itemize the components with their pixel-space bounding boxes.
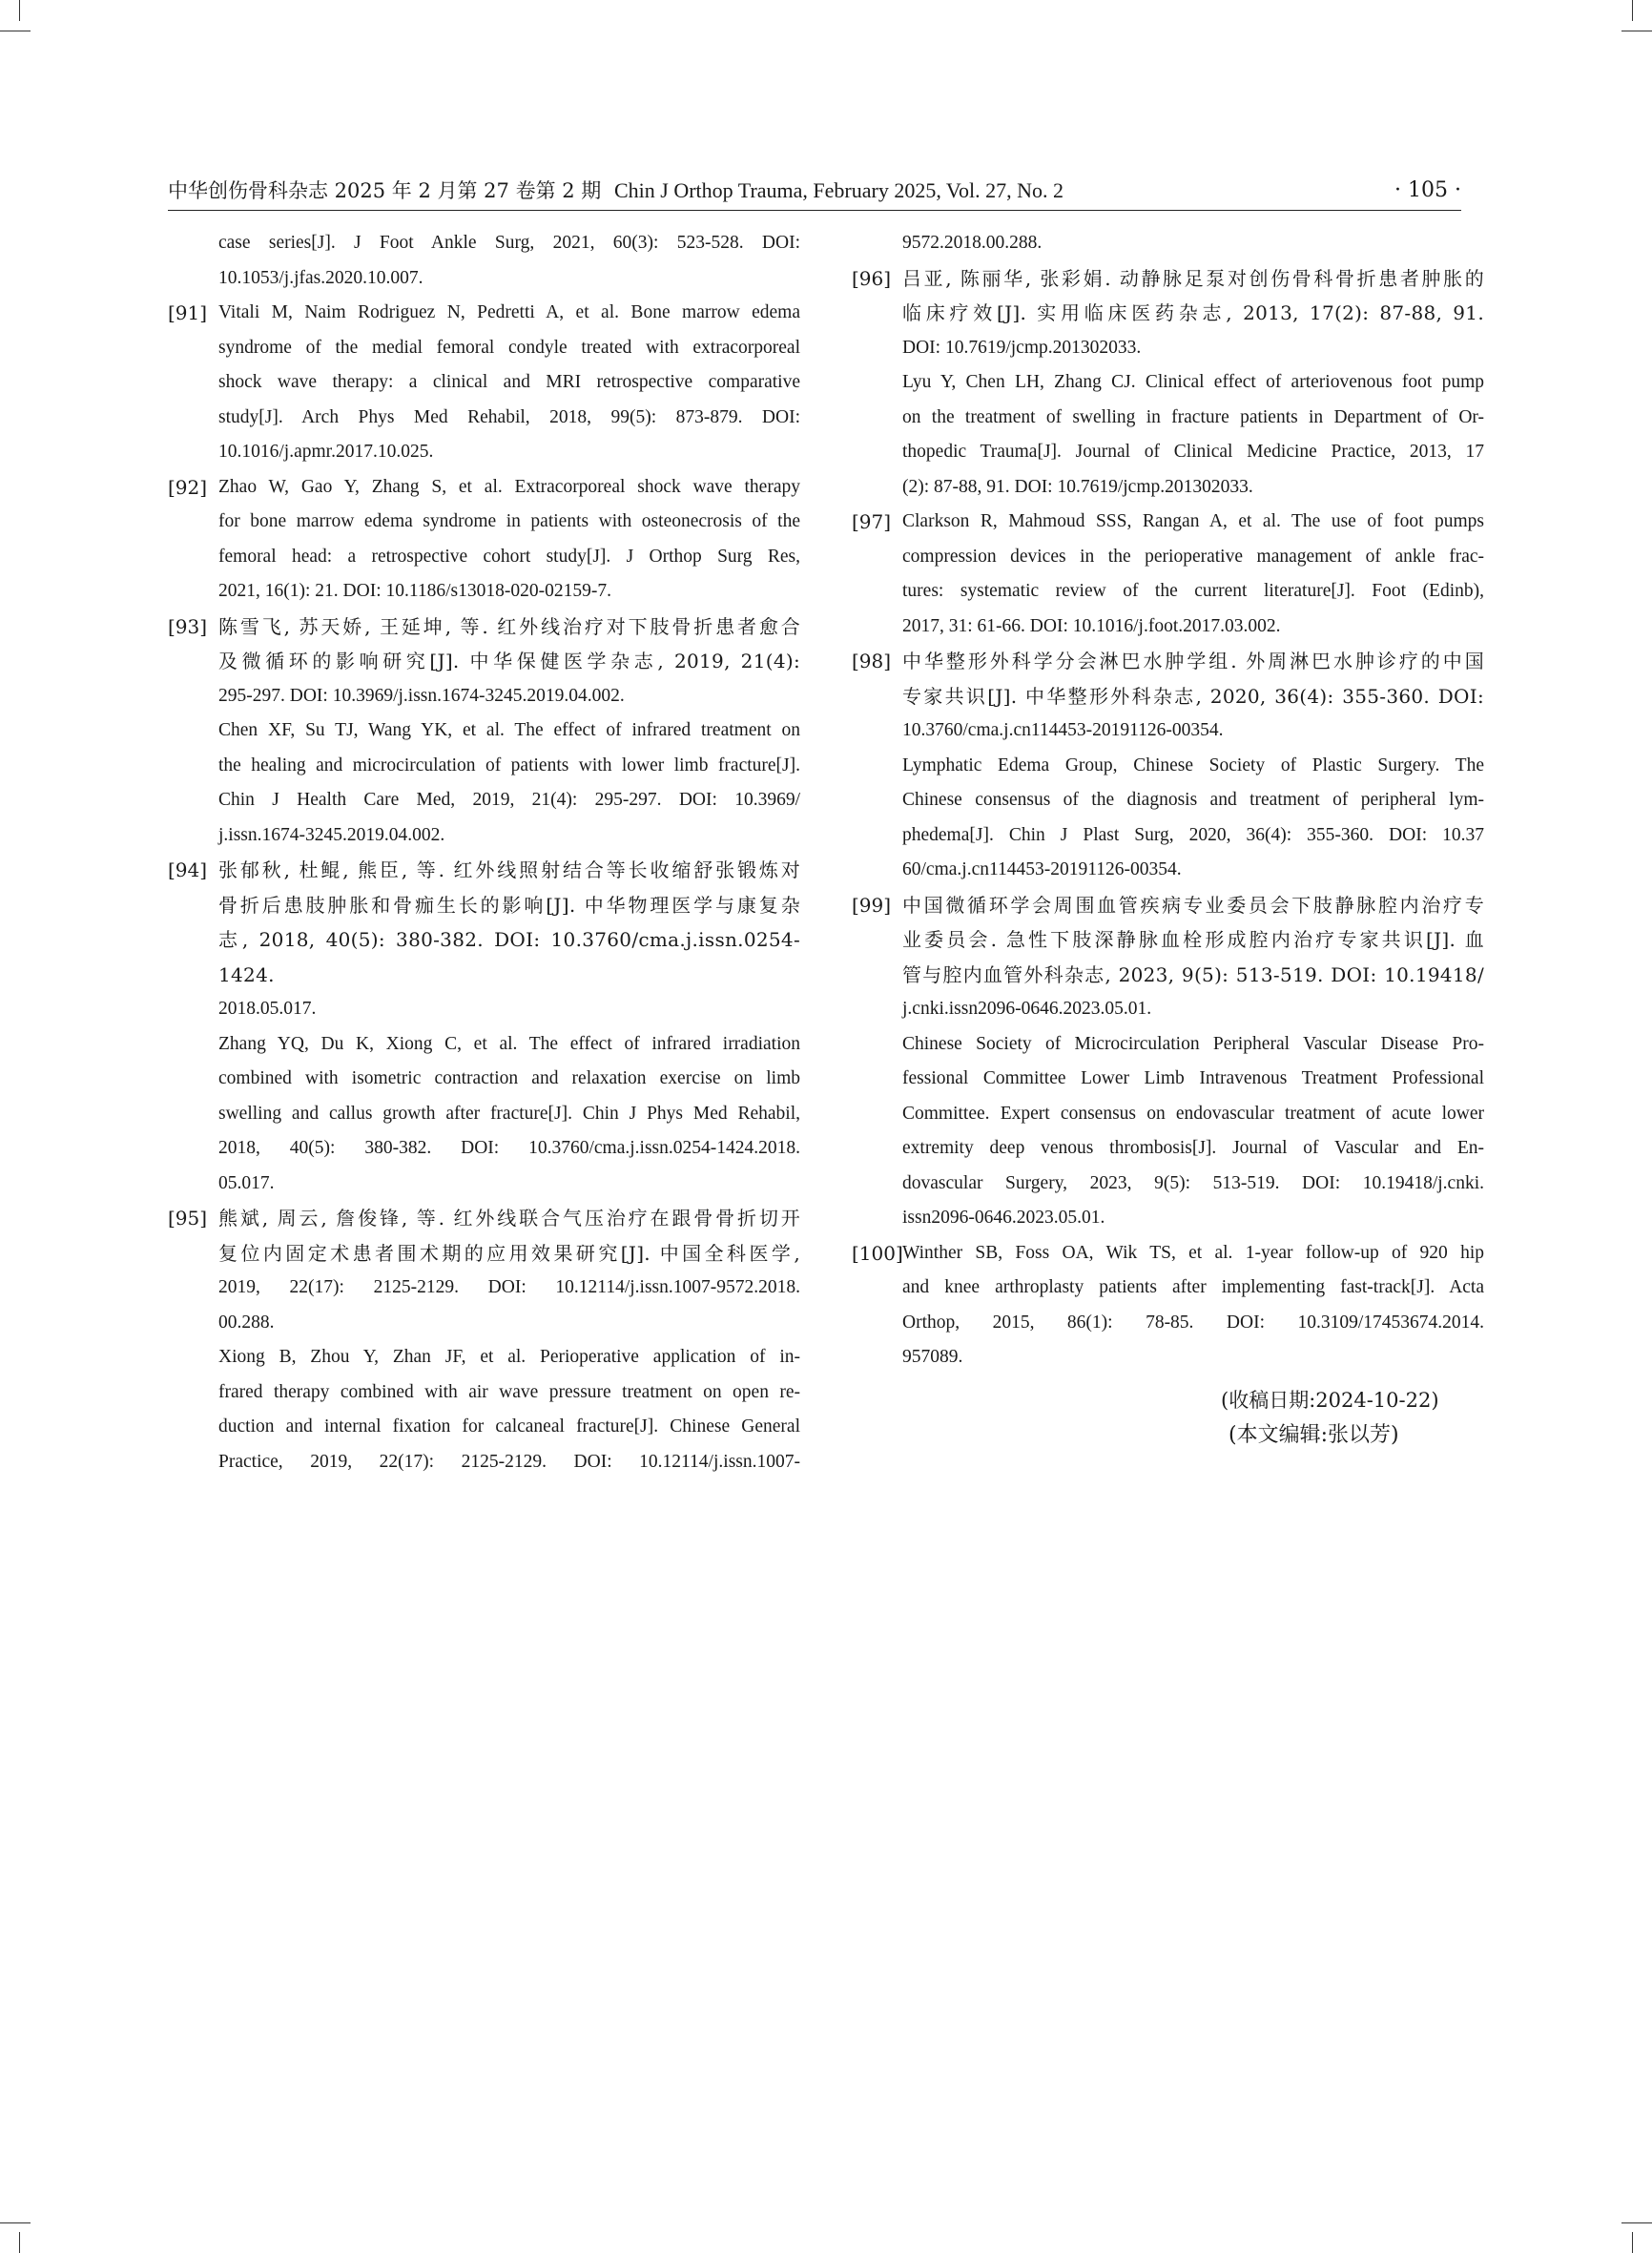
reference-line: 60/cma.j.cn114453-20191126-00354. [902,859,1182,879]
reference-line: 10.1053/j.jfas.2020.10.007. [218,267,423,288]
crop-mark [19,2232,20,2253]
reference-number: [96] [852,266,892,290]
reference-item [168,853,800,1201]
reference-line: 05.017. [218,1172,275,1193]
reference-line: Chinese consensus of the diagnosis and treatment of peripheral lym- [902,790,1484,810]
reference-line: issn2096-0646.2023.05.01. [902,1208,1105,1228]
reference-item [168,610,800,854]
reference-line: 00.288. [218,1312,275,1333]
reference-line: Clarkson R, Mahmoud SSS, Rangan A, et al. The use of foot pumps [902,511,1484,531]
reference-line: 295-297. DOI: 10.3969/j.issn.1674-3245.2019.04.002. [218,685,625,706]
reference-number: [91] [168,301,208,324]
reference-line: 吕亚, 陈丽华, 张彩娟. 动静脉足泵对创伤骨科骨折患者肿胀的 [902,266,1484,290]
reference-line: frared therapy combined with air wave pressure treatment on open re- [218,1381,800,1402]
reference-line: syndrome of the medial femoral condyle treated with extracorporeal [218,337,800,358]
running-header [168,173,1461,211]
journal-title-en: Chin J Orthop Trauma, February 2025, Vol. 27, No. 2 [614,178,1063,202]
reference-line: 2021, 16(1): 21. DOI: 10.1186/s13018-020-02159-7. [218,581,611,601]
reference-line: Practice, 2019, 22(17): 2125-2129. DOI: 10.12114/j.issn.1007- [218,1451,800,1472]
reference-line: tures: systematic review of the current literature[J]. Foot (Edinb), [902,581,1484,601]
reference-item [852,888,1484,1236]
reference-line: 专家共识[J]. 中华整形外科杂志, 2020, 36(4): 355-360. DOI: [902,684,1484,708]
reference-line: thopedic Trauma[J]. Journal of Clinical Medicine Practice, 2013, 17 [902,442,1484,462]
reference-line: 张郁秋, 杜鲲, 熊臣, 等. 红外线照射结合等长收缩舒张锻炼对 [218,858,800,881]
reference-line: Lymphatic Edema Group, Chinese Society of Plastic Surgery. The [902,754,1484,775]
crop-mark [1621,2222,1652,2223]
reference-line: 9572.2018.00.288. [902,233,1043,253]
reference-line: swelling and callus growth after fracture[J]. Chin J Phys Med Rehabil, [218,1103,800,1124]
reference-line: 临床疗效[J]. 实用临床医药杂志, 2013, 17(2): 87-88, 91. [902,301,1484,324]
reference-number: [98] [852,650,892,672]
reference-line: 管与腔内血管外科杂志, 2023, 9(5): 513-519. DOI: 10.19418/ [902,962,1484,986]
reference-item [852,644,1484,888]
reference-line: 及微循环的影响研究[J]. 中华保健医学杂志, 2019, 21(4): [218,650,800,672]
reference-line: 2017, 31: 61-66. DOI: 10.1016/j.foot.2017.03.002. [902,615,1281,636]
reference-number: [93] [168,614,208,638]
journal-title-cn: 中华创伤骨科杂志 2025 年 2 月第 27 卷第 2 期 [168,179,602,202]
reference-line: phedema[J]. Chin J Plast Surg, 2020, 36(4): 355-360. DOI: 10.37 [902,824,1484,845]
reference-line: extremity deep venous thrombosis[J]. Journal of Vascular and En- [902,1138,1484,1158]
right-column [852,226,1484,1375]
reference-line: case series[J]. J Foot Ankle Surg, 2021, 60(3): 523-528. DOI: [218,233,800,253]
reference-line: 志, 2018, 40(5): 380-382. DOI: 10.3760/cma.j.issn.0254-1424. [218,928,800,986]
reference-line: 10.3760/cma.j.cn114453-20191126-00354. [902,720,1224,740]
reference-item [168,470,800,610]
reference-item [168,296,800,470]
reference-line: Orthop, 2015, 86(1): 78-85. DOI: 10.3109/17453674.2014. [902,1312,1484,1333]
reference-line: for bone marrow edema syndrome in patients with osteonecrosis of the [218,511,800,531]
reference-line: j.issn.1674-3245.2019.04.002. [218,824,445,845]
reference-line: 陈雪飞, 苏天娇, 王延坤, 等. 红外线治疗对下肢骨折患者愈合 [218,614,800,638]
reference-number: [95] [168,1207,208,1230]
reference-line: study[J]. Arch Phys Med Rehabil, 2018, 99(5): 873-879. DOI: [218,406,800,427]
reference-line: Winther SB, Foss OA, Wik TS, et al. 1-year follow-up of 920 hip [902,1242,1484,1263]
reference-line: 熊斌, 周云, 詹俊锋, 等. 红外线联合气压治疗在跟骨骨折切开 [218,1207,800,1230]
reference-item [168,1201,800,1479]
reference-number: [99] [852,893,892,917]
reference-number: [97] [852,510,892,533]
reference-item [852,261,1484,506]
reference-line: Xiong B, Zhou Y, Zhan JF, et al. Perioperative application of in- [218,1347,800,1367]
reference-line: Vitali M, Naim Rodriguez N, Pedretti A, et al. Bone marrow edema [218,302,800,322]
header-rule [168,210,1461,211]
received-date: (收稿日期:2024-10-22) [1221,1389,1439,1412]
reference-number: [94] [168,858,208,881]
reference-line: compression devices in the perioperative management of ankle frac- [902,546,1484,567]
reference-line: duction and internal fixation for calcaneal fracture[J]. Chinese General [218,1416,800,1437]
reference-line: Chen XF, Su TJ, Wang YK, et al. The effect of infrared treatment on [218,720,800,740]
reference-line: fessional Committee Lower Limb Intravenous Treatment Professional [902,1068,1484,1088]
reference-continuation [852,226,1484,261]
crop-mark [1632,0,1633,21]
reference-line: Chin J Health Care Med, 2019, 21(4): 295-297. DOI: 10.3969/ [218,790,800,810]
reference-line: dovascular Surgery, 2023, 9(5): 513-519. DOI: 10.19418/j.cnki. [902,1172,1484,1193]
reference-line: Zhang YQ, Du K, Xiong C, et al. The effect of infrared irradiation [218,1033,800,1054]
reference-line: 业委员会. 急性下肢深静脉血栓形成腔内治疗专家共识[J]. 血 [902,928,1484,951]
reference-line: femoral head: a retrospective cohort study[J]. J Orthop Surg Res, [218,546,800,567]
reference-line: on the treatment of swelling in fracture patients in Department of Or- [902,406,1484,427]
page-number: · 105 · [1394,178,1461,202]
reference-item [852,505,1484,644]
crop-mark [19,0,20,21]
reference-line: Lyu Y, Chen LH, Zhang CJ. Clinical effect of arteriovenous foot pump [902,372,1484,392]
reference-line: Zhao W, Gao Y, Zhang S, et al. Extracorporeal shock wave therapy [218,476,800,497]
reference-line: 复位内固定术患者围术期的应用效果研究[J]. 中国全科医学, [218,1241,800,1265]
reference-line: 2018, 40(5): 380-382. DOI: 10.3760/cma.j.issn.0254-1424.2018. [218,1138,800,1158]
reference-line: Chinese Society of Microcirculation Peripheral Vascular Disease Pro- [902,1033,1484,1054]
reference-line: j.cnki.issn2096-0646.2023.05.01. [902,999,1152,1019]
reference-line: and knee arthroplasty patients after implementing fast-track[J]. Acta [902,1277,1484,1297]
reference-line: combined with isometric contraction and relaxation exercise on limb [218,1068,800,1088]
reference-line: (2): 87-88, 91. DOI: 10.7619/jcmp.201302033. [902,476,1253,497]
reference-line: shock wave therapy: a clinical and MRI retrospective comparative [218,372,800,392]
reference-line: 10.1016/j.apmr.2017.10.025. [218,442,434,462]
reference-item [852,1236,1484,1375]
crop-mark [1632,2232,1633,2253]
reference-line: 中华整形外科学分会淋巴水肿学组. 外周淋巴水肿诊疗的中国 [902,650,1484,672]
left-column [168,226,800,1479]
reference-line: the healing and microcirculation of patients with lower limb fracture[J]. [218,754,800,775]
reference-line: Committee. Expert consensus on endovascular treatment of acute lower [902,1103,1484,1124]
reference-number: [92] [168,475,208,499]
reference-line: 2019, 22(17): 2125-2129. DOI: 10.12114/j.issn.1007-9572.2018. [218,1277,800,1297]
reference-line: 中国微循环学会周围血管疾病专业委员会下肢静脉腔内治疗专 [902,893,1484,917]
reference-line: 957089. [902,1347,963,1367]
reference-line: DOI: 10.7619/jcmp.201302033. [902,337,1142,358]
reference-line: 骨折后患肢肿胀和骨痂生长的影响[J]. 中华物理医学与康复杂 [218,893,800,917]
reference-continuation [168,226,800,296]
editor-note: (本文编辑:张以芳) [1229,1423,1399,1447]
crop-mark [0,2222,31,2223]
reference-line: 2018.05.017. [218,999,317,1019]
reference-number: [100] [852,1241,903,1265]
